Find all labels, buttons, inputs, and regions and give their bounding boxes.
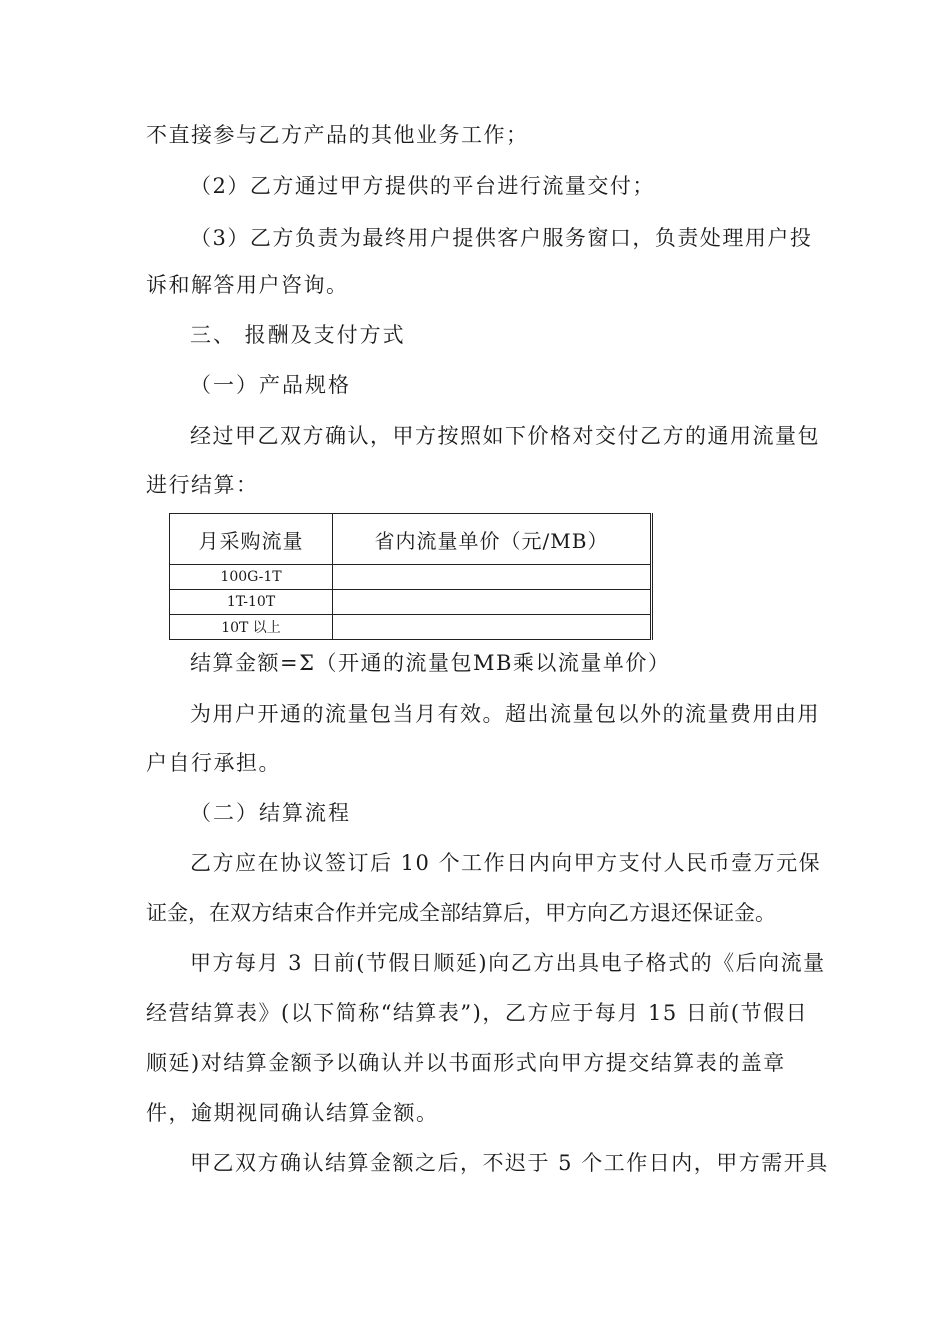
table-cell xyxy=(333,615,652,640)
paragraph-line: 进行结算： xyxy=(146,473,259,497)
price-table xyxy=(169,513,653,640)
subsection-heading: （一）产品规格 xyxy=(190,373,351,397)
formula-line: 结算金额=Σ（开通的流量包MB乘以流量单价） xyxy=(190,651,671,675)
paragraph-item-3: （3）乙方负责为最终用户提供客户服务窗口，负责处理用户投 xyxy=(190,226,813,250)
table-header-cell: 省内流量单价（元/MB） xyxy=(333,514,652,565)
table-header-cell: 月采购流量 xyxy=(170,514,333,565)
paragraph-line: 不直接参与乙方产品的其他业务工作； xyxy=(146,123,529,147)
section-heading: 三、 报酬及支付方式 xyxy=(190,323,406,347)
paragraph-line: 乙方应在协议签订后 10 个工作日内向甲方支付人民币壹万元保 xyxy=(190,851,822,875)
subsection-heading: （二）结算流程 xyxy=(190,801,351,825)
paragraph-line: 甲乙双方确认结算金额之后，不迟于 5 个工作日内，甲方需开具 xyxy=(190,1151,829,1175)
table-cell xyxy=(333,590,652,615)
paragraph-line: 经营结算表》(以下简称“结算表”)，乙方应于每月 15 日前(节假日 xyxy=(146,1001,809,1025)
table-cell: 10T 以上 xyxy=(170,615,333,640)
table-row xyxy=(170,565,652,590)
table-cell xyxy=(333,565,652,590)
paragraph-line: 件，逾期视同确认结算金额。 xyxy=(146,1101,439,1125)
paragraph-line: 甲方每月 3 日前(节假日顺延)向乙方出具电子格式的《后向流量 xyxy=(190,951,826,975)
paragraph-item-2: （2）乙方通过甲方提供的平台进行流量交付； xyxy=(190,174,655,198)
table-row xyxy=(170,590,652,615)
paragraph-line: 诉和解答用户咨询。 xyxy=(146,273,349,297)
table-cell: 100G-1T xyxy=(170,565,333,590)
table-row xyxy=(170,615,652,640)
paragraph-line: 户自行承担。 xyxy=(146,751,281,775)
paragraph-line: 证金，在双方结束合作并完成全部结算后，甲方向乙方退还保证金。 xyxy=(146,901,776,925)
paragraph-line: 为用户开通的流量包当月有效。超出流量包以外的流量费用由用 xyxy=(190,702,820,726)
paragraph-line: 顺延)对结算金额予以确认并以书面形式向甲方提交结算表的盖章 xyxy=(146,1051,786,1075)
table-header-row xyxy=(170,514,652,565)
paragraph-line: 经过甲乙双方确认，甲方按照如下价格对交付乙方的通用流量包 xyxy=(190,424,820,448)
table-cell: 1T-10T xyxy=(170,590,333,615)
